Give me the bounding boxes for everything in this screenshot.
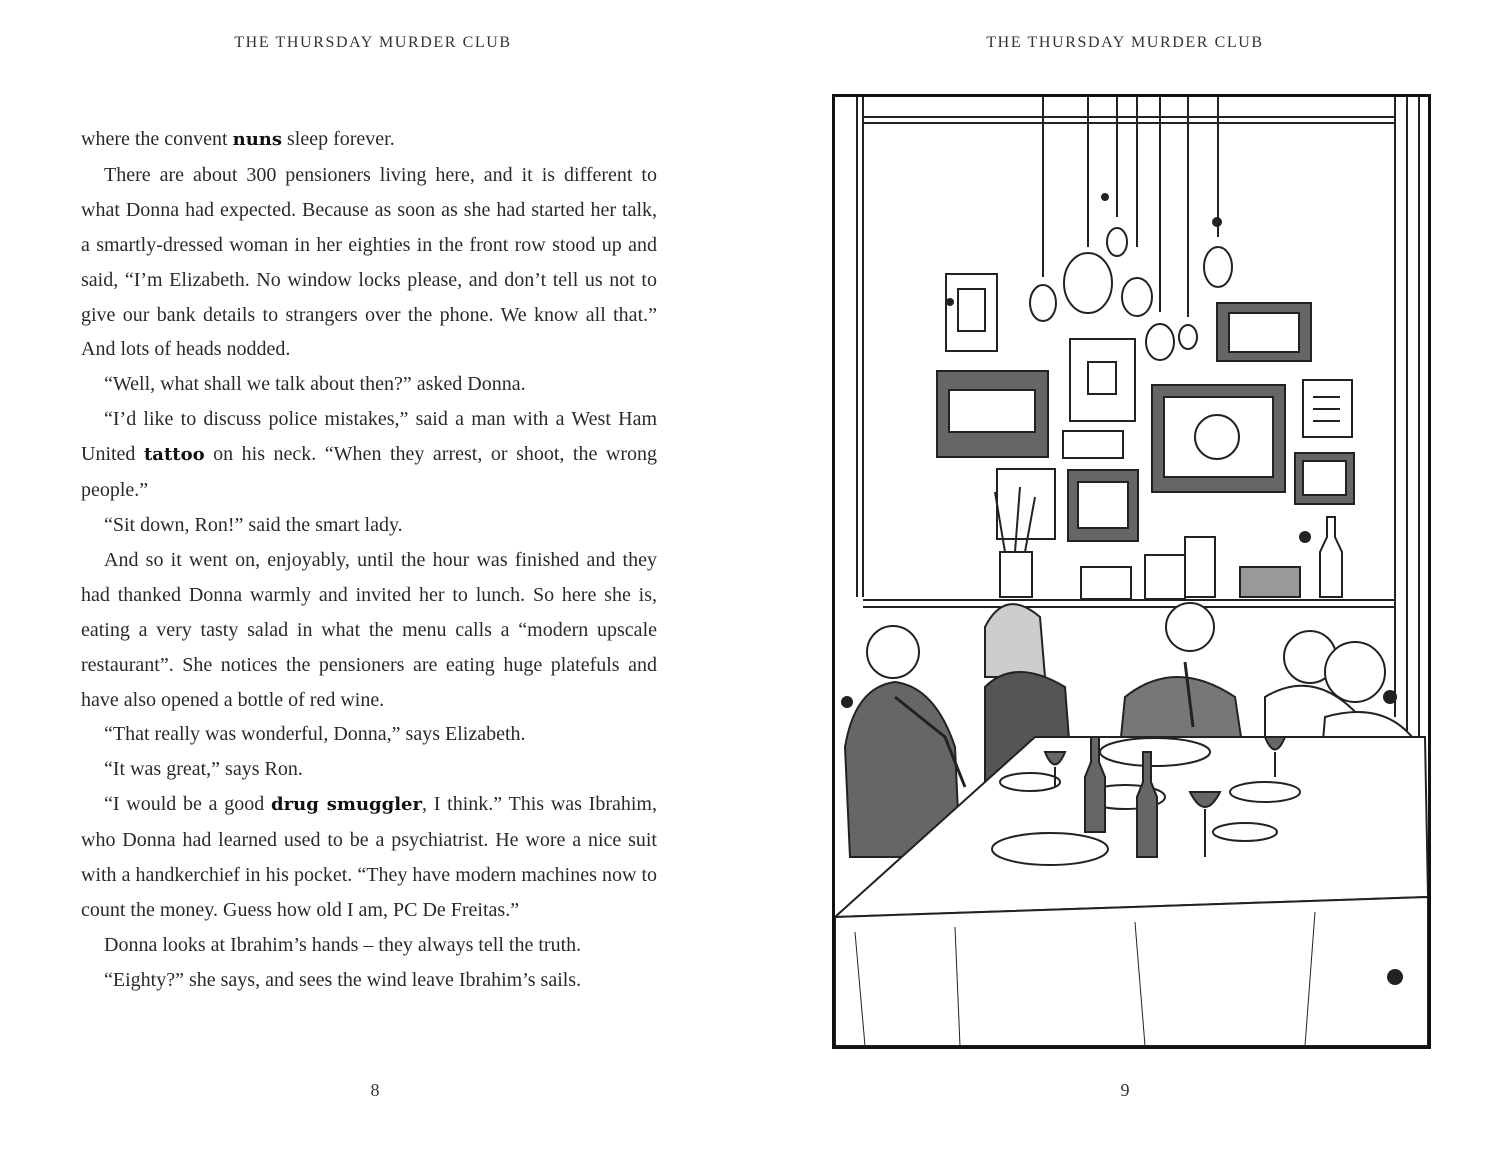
paragraph [81,928,657,963]
text-run: where the convent [81,128,233,150]
paragraph [81,752,657,787]
restaurant-lunch-illustration [832,94,1431,1049]
paragraph [81,717,657,752]
glossary-term: drug smuggler [271,794,422,816]
paragraph [81,367,657,402]
text-run: And so it went on, enjoyably, until the hour was finished and they had thanked Donna warmly and invited her to lunch. So here she is, eating a very tasty salad in what the menu calls a “modern upscale restaurant”. She notices the pensioners are eating huge platefuls and have also opened a bottle of red wine. [81,548,657,711]
glossary-term: nuns [232,129,283,150]
text-run: , I think.” This was Ibrahim, who Donna had learned used to be a psychiatrist. He wore a nice suit with a handkerchief in his pocket. “They have modern machines now to count the money. Guess how old I am, PC De Freitas.” [81,793,657,921]
paragraph [81,787,657,928]
text-run: “It was great,” says Ron. [104,758,303,781]
text-run: sleep forever. [282,128,395,150]
paragraph [81,122,657,158]
text-run: There are about 300 pensioners living here, and it is different to what Donna had expected. Because as soon as she had started her talk, a smartly-dressed woman in her eighties in the front row stood up and said, “I’m Elizabeth. No window locks please, and don’t tell us not to give our bank details to strangers over the phone. We know all that.” And lots of heads nodded. [81,163,657,361]
running-head-left: THE THURSDAY MURDER CLUB [234,34,512,51]
body-text [81,122,657,998]
text-run: “I’d like to discuss police mistakes,” said a man with a West Ham United [81,408,657,466]
paragraph [81,543,657,718]
paragraph [81,402,657,508]
text-run: “I would be a good [104,793,272,816]
text-run: “Well, what shall we talk about then?” asked Donna. [104,373,526,396]
text-run: on his neck. “When they arrest, or shoot, the wrong people.” [81,443,658,502]
running-head-right: THE THURSDAY MURDER CLUB [986,34,1264,51]
paragraph [81,158,657,367]
glossary-term: tattoo [143,444,205,466]
paragraph [81,508,657,543]
page-number-right: 9 [1120,1080,1130,1100]
page-number-left: 8 [370,1080,380,1100]
text-run: “Eighty?” she says, and sees the wind leave Ibrahim’s sails. [104,968,582,991]
text-run: “That really was wonderful, Donna,” says Elizabeth. [104,723,526,746]
text-run: Donna looks at Ibrahim’s hands – they always tell the truth. [104,933,582,956]
text-run: “Sit down, Ron!” said the smart lady. [104,513,403,536]
paragraph [81,963,657,998]
